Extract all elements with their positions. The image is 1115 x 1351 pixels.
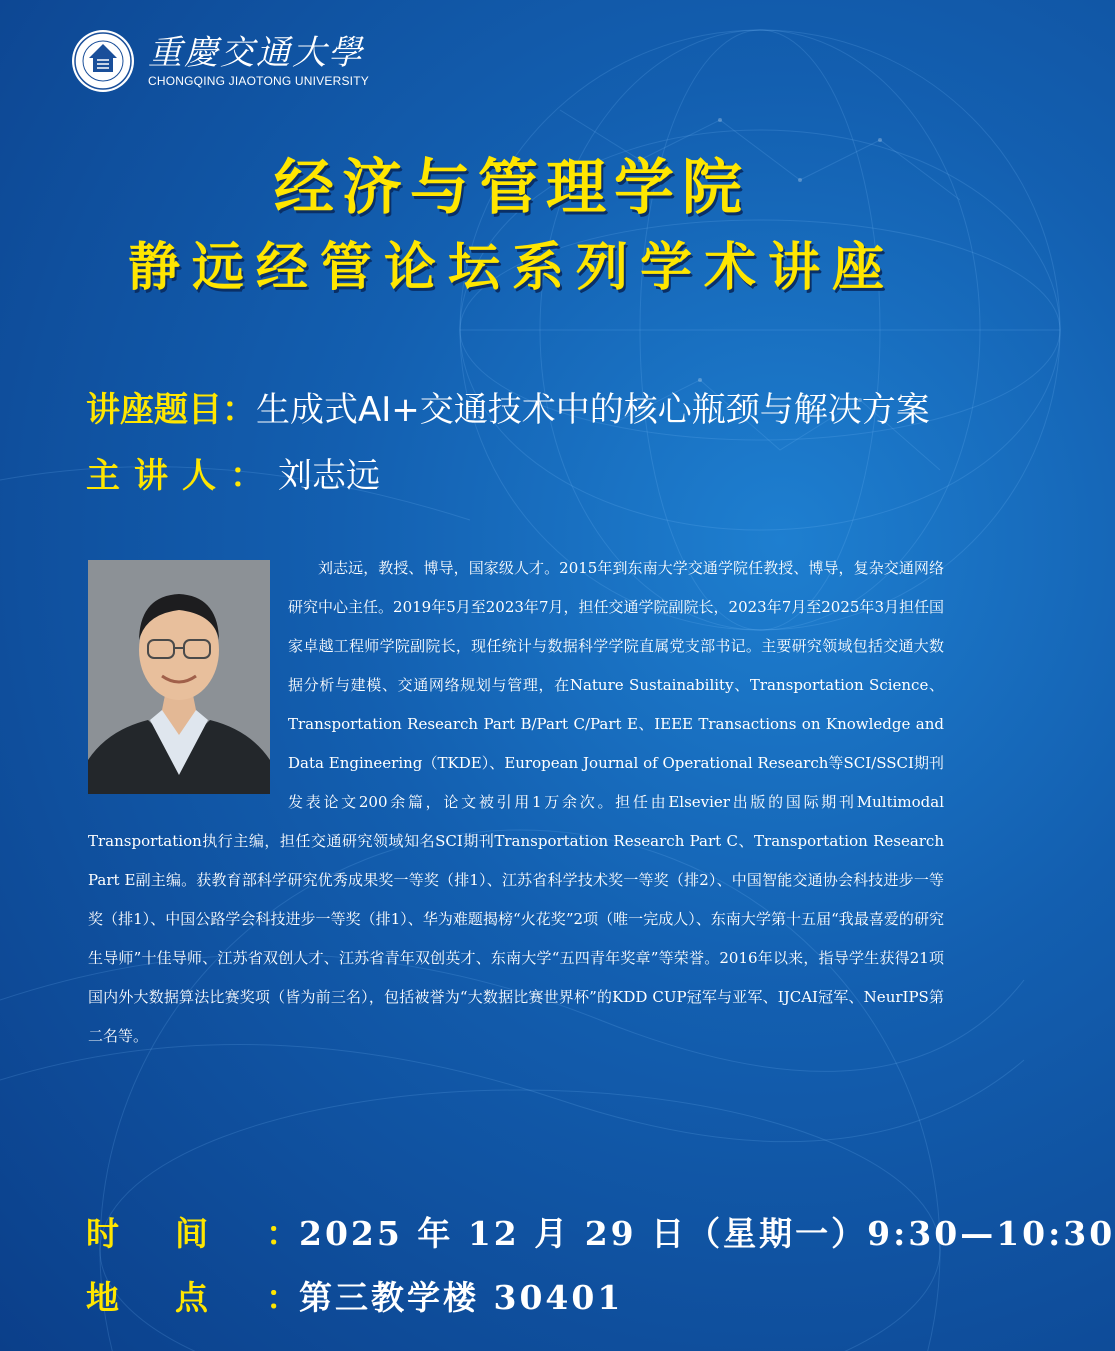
logo-english-name: CHONGQING JIAOTONG UNIVERSITY [148, 74, 369, 88]
speaker-name: 刘志远 [278, 456, 380, 496]
time-value: 2025 年 12 月 29 日（星期一）9:30—10:30 [299, 1214, 1115, 1253]
place-value: 第三教学楼 30401 [299, 1278, 624, 1317]
topic-value: 生成式AI+交通技术中的核心瓶颈与解决方案 [256, 390, 930, 430]
logo-chinese-name: 重慶交通大學 [148, 33, 364, 73]
university-seal-icon [70, 28, 136, 94]
speaker-row [86, 448, 380, 497]
place-colon: ： [266, 1278, 299, 1317]
place-label: 地点 [86, 1278, 264, 1317]
speaker-label: 主讲人： [86, 456, 278, 496]
lecture-topic-row [86, 382, 930, 431]
topic-label: 讲座题目： [86, 390, 256, 430]
poster-subtitle: 静远经管论坛系列学术讲座 [127, 238, 896, 298]
place-row [86, 1272, 623, 1319]
poster-title: 经济与管理学院 [274, 153, 750, 223]
time-row [86, 1208, 1115, 1255]
speaker-biography [88, 549, 944, 1056]
time-label: 时间 [86, 1214, 264, 1253]
bio-text: 刘志远，教授、博导，国家级人才。2015年到东南大学交通学院任教授、博导，复杂交通网络研究中心主任。2019年5月至2023年7月，担任交通学院副院长，2023年7月至2025年3月担任国家卓越工程师学院副院长，现任统计与数据科学学院直属党支部书记。主要研究领域包括交通大数据分析与建模、交通网络规划与管理，在Nature Sustainability、Transportation Science、Transportation Research Part B/Part C/Part E、IEEE Transactions on Knowledge and Data Engineering（TKDE）、European Journal of Operational Research等SCI/SSCI期刊发表论文200余篇，论文被引用1万余次。担任由Elsevier出版的国际期刊Multimodal Transportation执行主编，担任交通研究领域知名SCI期刊Transportation Research Part C、Transportation Research Part E副主编。获教育部科学研究优秀成果奖一等奖（排1）、江苏省科学技术奖一等奖（排2）、中国智能交通协会科技进步一等奖（排1）、中国公路学会科技进步一等奖（排1）、华为难题揭榜“火花奖”2项（唯一完成人）、东南大学第十五届“我最喜爱的研究生导师”十佳导师、江苏省双创人才、江苏省青年双创英才、东南大学“五四青年奖章”等荣誉。2016年以来，指导学生获得21项国内外大数据算法比赛奖项（皆为前三名），包括被誉为“大数据比赛世界杯”的KDD CUP冠军与亚军、IJCAI冠军、NeurIPS第二名等。 [88, 559, 944, 1045]
university-logo [70, 28, 369, 94]
time-colon: ： [266, 1214, 299, 1253]
